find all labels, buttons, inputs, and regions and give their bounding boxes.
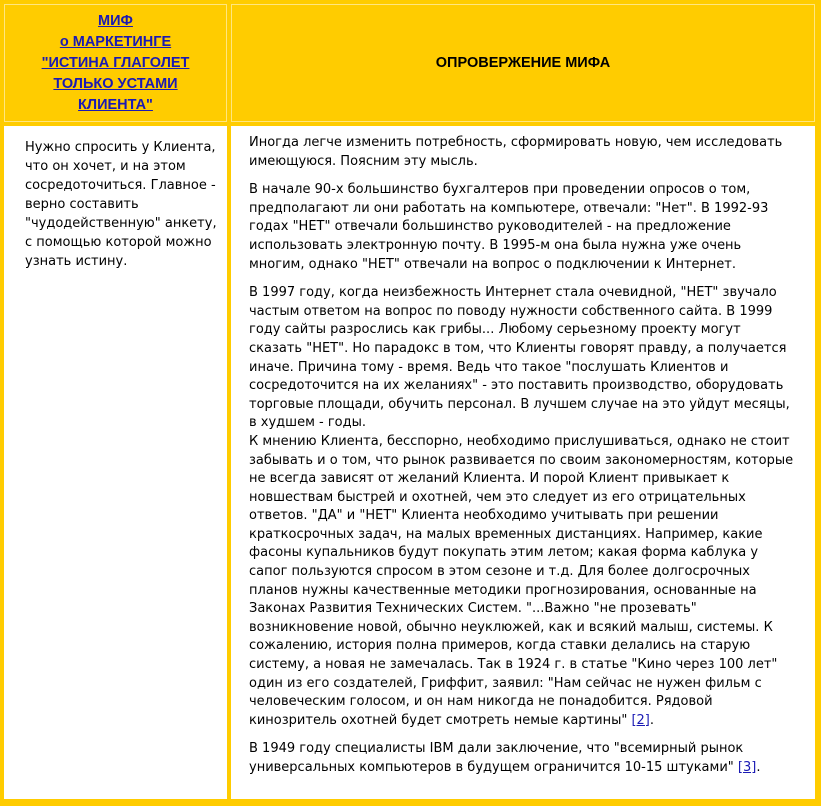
myth-header-cell [4, 4, 227, 122]
rebuttal-header-cell [231, 4, 815, 122]
rebuttal-paragraph-5-text: В 1949 году специалисты IBM дали заключение, что "всемирный рынок универсальных компьютеров в будущем ограничится 10-15 штуками" [249, 741, 744, 775]
myth-title-line-3: "ИСТИНА ГЛАГОЛЕТ [41, 54, 190, 71]
myth-title-line-2: о МАРКЕТИНГЕ [59, 33, 172, 50]
footnote-link-2[interactable]: [2] [631, 712, 650, 728]
myth-statement: Нужно спросить у Клиента, что он хочет, и на этом сосредоточиться. Главное - верно составить "чудодейственную" анкету, с помощью которой можно узнать истину. [25, 140, 217, 269]
rebuttal-paragraph-4-text: К мнению Клиента, бесспорно, необходимо прислушиваться, однако не стоит забывать и о том, что рынок развивается по своим закономерностям, которые не всегда зависят от желаний Клиента. И порой Клиент привыкает к новшествам быстрей и охотней, чем это следует из его отрицательных ответов. "ДА" и "НЕТ" Клиента необходимо учитывать при решении краткосрочных задач, на малых временных дистанциях. Например, какие фасоны купальников будут покупать этим летом; какая форма каблука у сапог пользуются спросом в этом сезоне и т.д. Для более долгосрочных планов нужны качественные методики прогнозирования, основанные на Законах Развития Технических Систем. "...Важно "не прозевать" возникновение новой, обычно неуклюжей, как и всякий малыш, системы. К сожалению, история полна примеров, когда ставки делались на старую систему, а новая не замечалась. Так в 1924 г. в статье "Кино через 100 лет" один из его создателей, Гриффит, заявил: "Нам сейчас не нужен фильм с человеческим голосом, и он нам никогда не понадобится. Рядовой кинозритель охотней будет смотреть немые картины" [249, 433, 794, 728]
rebuttal-body-cell [231, 126, 815, 799]
rebuttal-paragraph-5 [249, 740, 797, 777]
myth-body-cell [4, 126, 227, 799]
rebuttal-title: ОПРОВЕРЖЕНИЕ МИФА [435, 55, 611, 71]
myth-title-link[interactable] [42, 11, 190, 116]
rebuttal-paragraph-3: В 1997 году, когда неизбежность Интернет стала очевидной, "НЕТ" звучало частым ответом на вопрос по поводу нужности собственного сайта. В 1999 году сайты разрослись как грибы... Любому серьезному проекту могут сказать "НЕТ". Но парадокс в том, что Клиенты говорят правду, а получается иначе. Причина тому - время. Ведь что такое "послушать Клиентов и сосредоточится на их желаниях" - это поставить производство, оборудовать торговые площади, обучить персонал. В лучшем случае на это уйдут месяцы, в худшем - годы. [249, 285, 790, 431]
myth-title-line-1: МИФ [98, 12, 133, 29]
rebuttal-paragraph-4 [249, 433, 797, 731]
myth-title-line-5: КЛИЕНТА" [78, 96, 153, 113]
rebuttal-paragraph-2: В начале 90-х большинство бухгалтеров при проведении опросов о том, предполагают ли они работать на компьютере, отвечали: "Нет". В 1992-93 годах "НЕТ" отвечали большинство руководителей - на предложение использовать электронную почту. В 1995-м она была нужна уже очень многим, однако "НЕТ" отвечали на вопрос о подключении к Интернет. [249, 182, 769, 272]
footnote-link-3[interactable]: [3] [737, 760, 757, 775]
rebuttal-paragraph-4-end: . [649, 712, 655, 728]
myth-title-line-4: ТОЛЬКО УСТАМИ [53, 75, 178, 92]
rebuttal-paragraph-5-end: . [756, 760, 761, 775]
rebuttal-paragraph-1: Иногда легче изменить потребность, сформировать новую, чем исследовать имеющуюся. Поясним эту мысль. [249, 135, 783, 169]
